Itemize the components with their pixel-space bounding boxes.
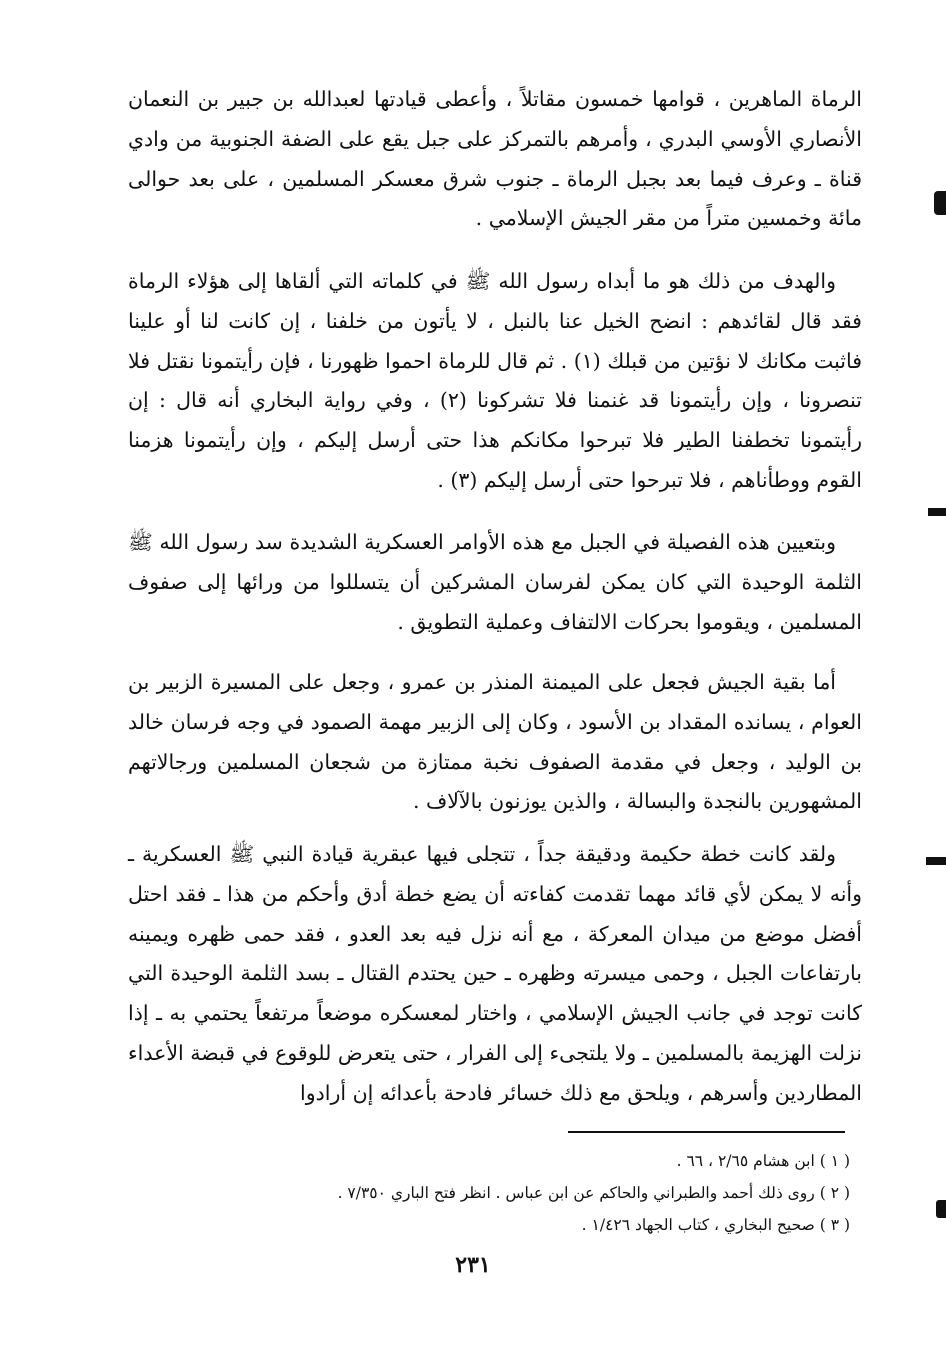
footnote-3: ( ٣ ) صحيح البخاري ، كتاب الجهاد ١/٤٢٦ . xyxy=(581,1216,850,1234)
scan-edge-mark xyxy=(926,857,946,865)
paragraph-4: أما بقية الجيش فجعل على الميمنة المنذر بن عمرو ، وجعل على المسيرة الزبير بن العوام ، يسانده المقداد بن الأسود ، وكان إلى الزبير مهمة الصمود في وجه فرسان خالد بن الوليد ، وجعل في مقدمة الصفوف نخبة ممتازة من شجعان المسلمين ورجالاتهم المشهورين بالنجدة والبسالة ، والذين يوزنون بالآلاف . xyxy=(128,670,862,814)
footnote-1: ( ١ ) ابن هشام ٢/٦٥ ، ٦٦ . xyxy=(676,1152,850,1170)
paragraph-5: ولقد كانت خطة حكيمة ودقيقة جداً ، تتجلى فيها عبقرية قيادة النبي ﷺ العسكرية ـ وأنه لا يمكن لأي قائد مهما تقدمت كفاءته أن يضع خطة أدق وأحكم من هذا ـ فقد احتل أفضل موضع من ميدان المعركة ، مع أنه نزل فيه بعد العدو ، فقد حمى ظهره ويمينه بارتفاعات الجبل ، وحمى ميسرته وظهره ـ حين يحتدم القتال ـ بسد الثلمة الوحيدة التي كانت توجد في جانب الجيش الإسلامي ، واختار لمعسكره موضعاً مرتفعاً يحتمي به ـ إذا نزلت الهزيمة بالمسلمين ـ ولا يلتجىء إلى الفرار ، حتى يتعرض للوقوع في قبضة الأعداء المطاردين وأسرهم ، ويلحق مع ذلك خسائر فادحة بأعدائه إن أرادوا xyxy=(128,842,862,1105)
paragraph-1: الرماة الماهرين ، قوامها خمسون مقاتلاً ، وأعطى قيادتها لعبدالله بن جبير بن النعمان الأنصاري الأوسي البدري ، وأمرهم بالتمركز على جبل يقع على الضفة الجنوبية من وادي قناة ـ وعرف فيما بعد بجبل الرماة ـ جنوب شرق معسكر المسلمين ، على بعد حوالى مائة وخمسين متراً من مقر الجيش الإسلامي . xyxy=(128,87,862,231)
paragraph-3: وبتعيين هذه الفصيلة في الجبل مع هذه الأوامر العسكرية الشديدة سد رسول الله ﷺ الثلمة الوحيدة التي كان يمكن لفرسان المشركين أن يتسللوا من ورائها إلى صفوف المسلمين ، ويقوموا بحركات الالتفاف وعملية التطويق . xyxy=(128,530,862,634)
footnote-2: ( ٢ ) روى ذلك أحمد والطبراني والحاكم عن ابن عباس . انظر فتح الباري ٧/٣٥٠ . xyxy=(337,1184,850,1202)
page-number: ٢٣١ xyxy=(455,1252,491,1278)
paragraph-2: والهدف من ذلك هو ما أبداه رسول الله ﷺ في كلماته التي ألقاها إلى هؤلاء الرماة فقد قال لقائدهم : انضح الخيل عنا بالنبل ، لا يأتون من خلفنا ، إن كانت لنا أو علينا فاثبت مكانك لا نؤتين من قبلك (١) . ثم قال للرماة احموا ظهورنا ، فإن رأيتمونا نقتل فلا تنصرونا ، وإن رأيتمونا قد غنمنا فلا تشركونا (٢) ، وفي رواية البخاري أنه قال : إن رأيتمونا تخطفنا الطير فلا تبرحوا مكانكم هذا حتى أرسل إليكم ، وإن رأيتمونا هزمنا القوم ووطأناهم ، فلا تبرحوا حتى أرسل إليكم (٣) . xyxy=(128,269,863,492)
footnote-divider xyxy=(568,1131,845,1133)
scan-edge-mark xyxy=(934,191,946,215)
footnotes xyxy=(290,1145,850,1241)
scan-edge-mark xyxy=(928,508,946,516)
scan-edge-mark xyxy=(936,1200,946,1218)
